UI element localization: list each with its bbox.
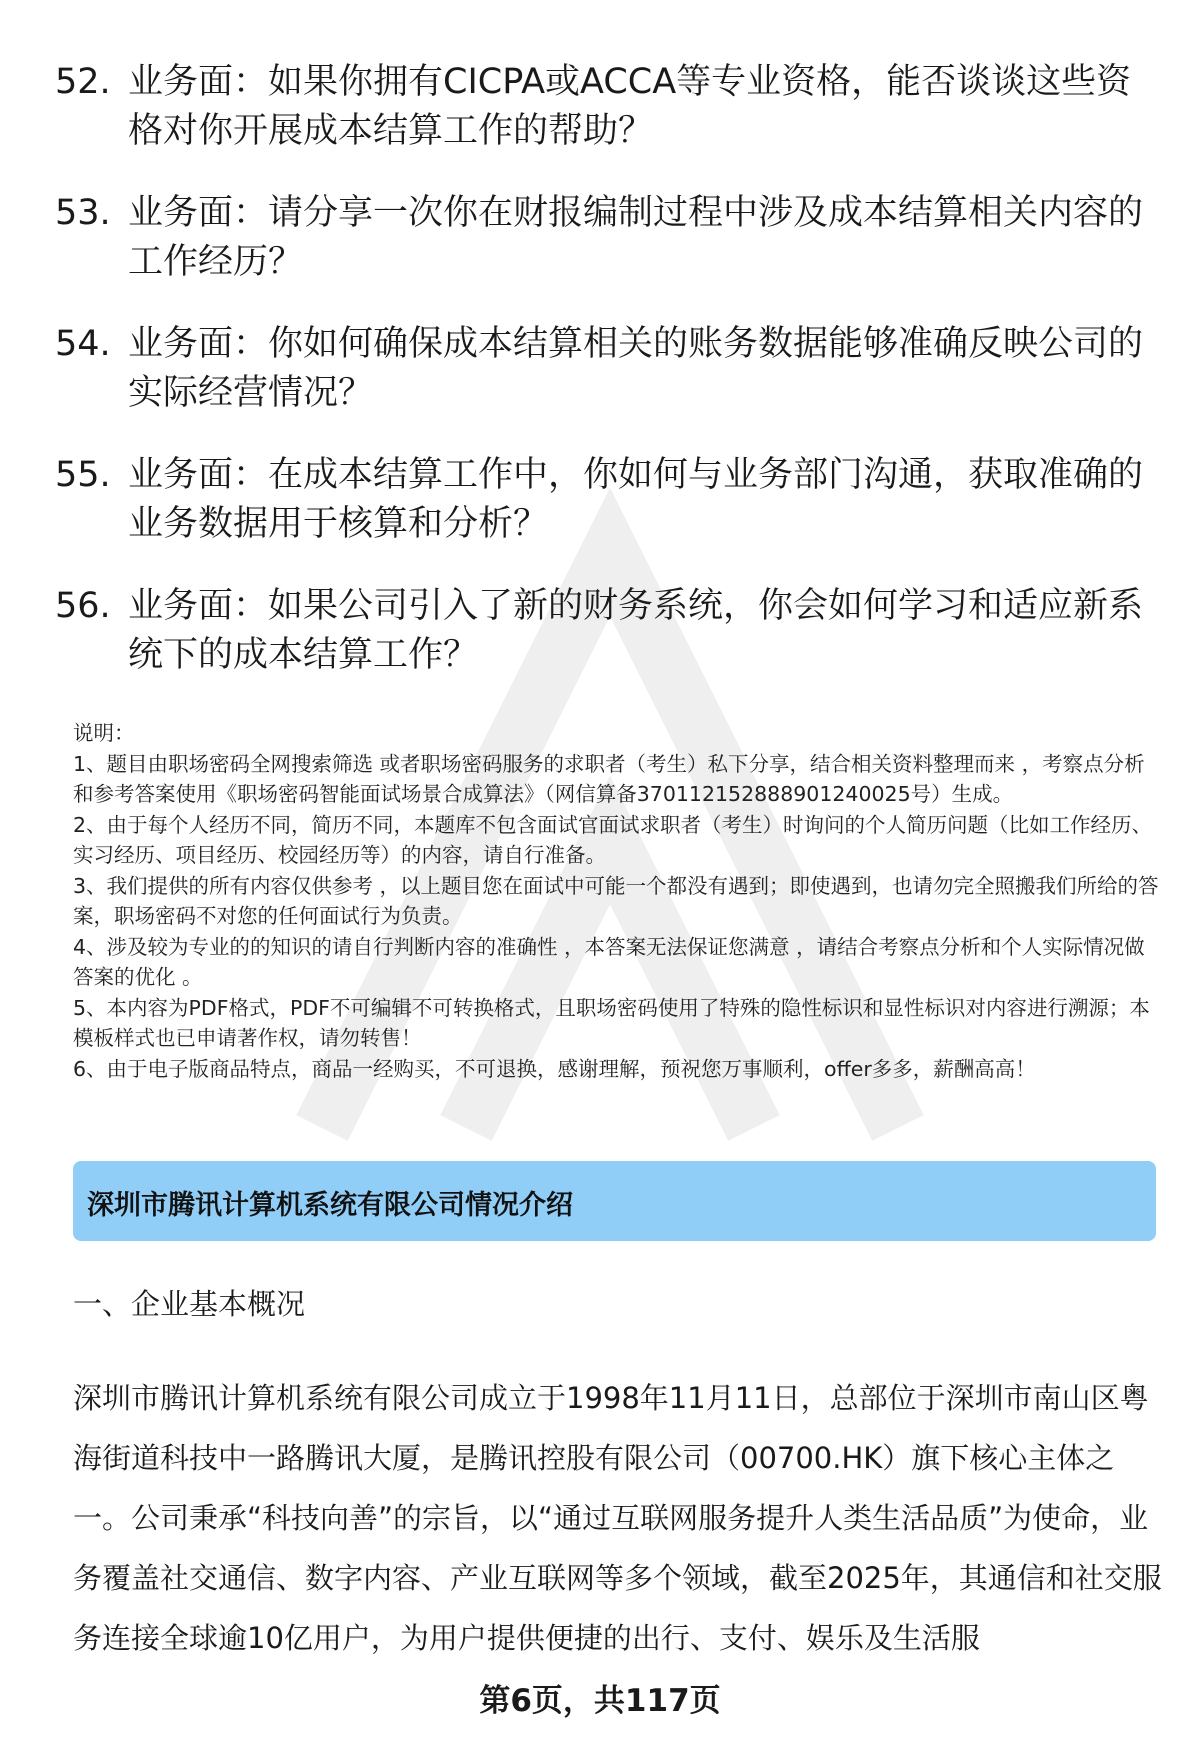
section-paragraph: 深圳市腾讯计算机系统有限公司成立于1998年11月11日，总部位于深圳市南山区粤海街道科技中一路腾讯大厦，是腾讯控股有限公司（00700.HK）旗下核心主体之一。公司秉承“科技向善”的宗旨，以“通过互联网服务提升人类生活品质”为使命，业务覆盖社交通信、数字内容、产业互联网等多个领域，截至2025年，其通信和社交服务连接全球逾10亿用户，为用户提供便捷的出行、支付、娱乐及生活服 (73, 1381, 1162, 1655)
question-number: 55. (55, 455, 111, 495)
notes-title: 说明： (73, 721, 135, 745)
question-52 (55, 58, 1155, 156)
note-item: 4、涉及较为专业的的知识的请自行判断内容的准确性 ，本答案无法保证您满意 ，请结合考察点分析和个人实际情况做答案的优化 。 (73, 934, 1145, 989)
question-text: 业务面：你如何确保成本结算相关的账务数据能够准确反映公司的实际经营情况？ (128, 324, 1144, 413)
section-heading: 一、企业基本概况 (73, 1287, 306, 1321)
question-number: 56. (55, 586, 111, 626)
question-text: 业务面：在成本结算工作中，你如何与业务部门沟通，获取准确的业务数据用于核算和分析？ (128, 455, 1144, 544)
note-item: 2、由于每个人经历不同，简历不同，本题库不包含面试官面试求职者（考生）时询问的个人简历问题（比如工作经历、实习经历、项目经历、校园经历等）的内容，请自行准备。 (73, 812, 1153, 867)
question-number: 52. (55, 62, 111, 102)
question-number: 53. (55, 193, 111, 233)
question-56 (55, 582, 1155, 680)
question-text: 业务面：请分享一次你在财报编制过程中涉及成本结算相关内容的工作经历？ (128, 193, 1144, 282)
page-footer: 第6页，共117页 (479, 1683, 721, 1719)
question-54 (55, 320, 1155, 418)
note-item: 5、本内容为PDF格式，PDF不可编辑不可转换格式，且职场密码使用了特殊的隐性标识和显性标识对内容进行溯源；本模板样式也已申请著作权，请勿转售！ (73, 995, 1150, 1050)
company-banner (73, 1161, 1156, 1241)
question-text: 业务面：如果公司引入了新的财务系统，你会如何学习和适应新系统下的成本结算工作？ (128, 586, 1144, 675)
note-item: 6、由于电子版商品特点，商品一经购买，不可退换，感谢理解，预祝您万事顺利，offer多多，薪酬高高！ (73, 1056, 1036, 1081)
question-text: 业务面：如果你拥有CICPA或ACCA等专业资格，能否谈谈这些资格对你开展成本结算工作的帮助？ (128, 62, 1132, 151)
note-item: 1、题目由职场密码全网搜索筛选 或者职场密码服务的求职者（考生）私下分享，结合相关资料整理而来 ，考察点分析和参考答案使用《职场密码智能面试场景合成算法》（网信算备370112152888901240025号）生成。 (73, 751, 1145, 806)
question-53 (55, 189, 1155, 287)
question-number: 54. (55, 324, 111, 364)
note-item: 3、我们提供的所有内容仅供参考 ，以上题目您在面试中可能一个都没有遇到；即使遇到，也请勿完全照搬我们所给的答案，职场密码不对您的任何面试行为负责。 (73, 873, 1159, 928)
banner-title: 深圳市腾讯计算机系统有限公司情况介绍 (87, 1190, 573, 1221)
notes-section (73, 718, 1163, 1084)
question-55 (55, 451, 1155, 549)
